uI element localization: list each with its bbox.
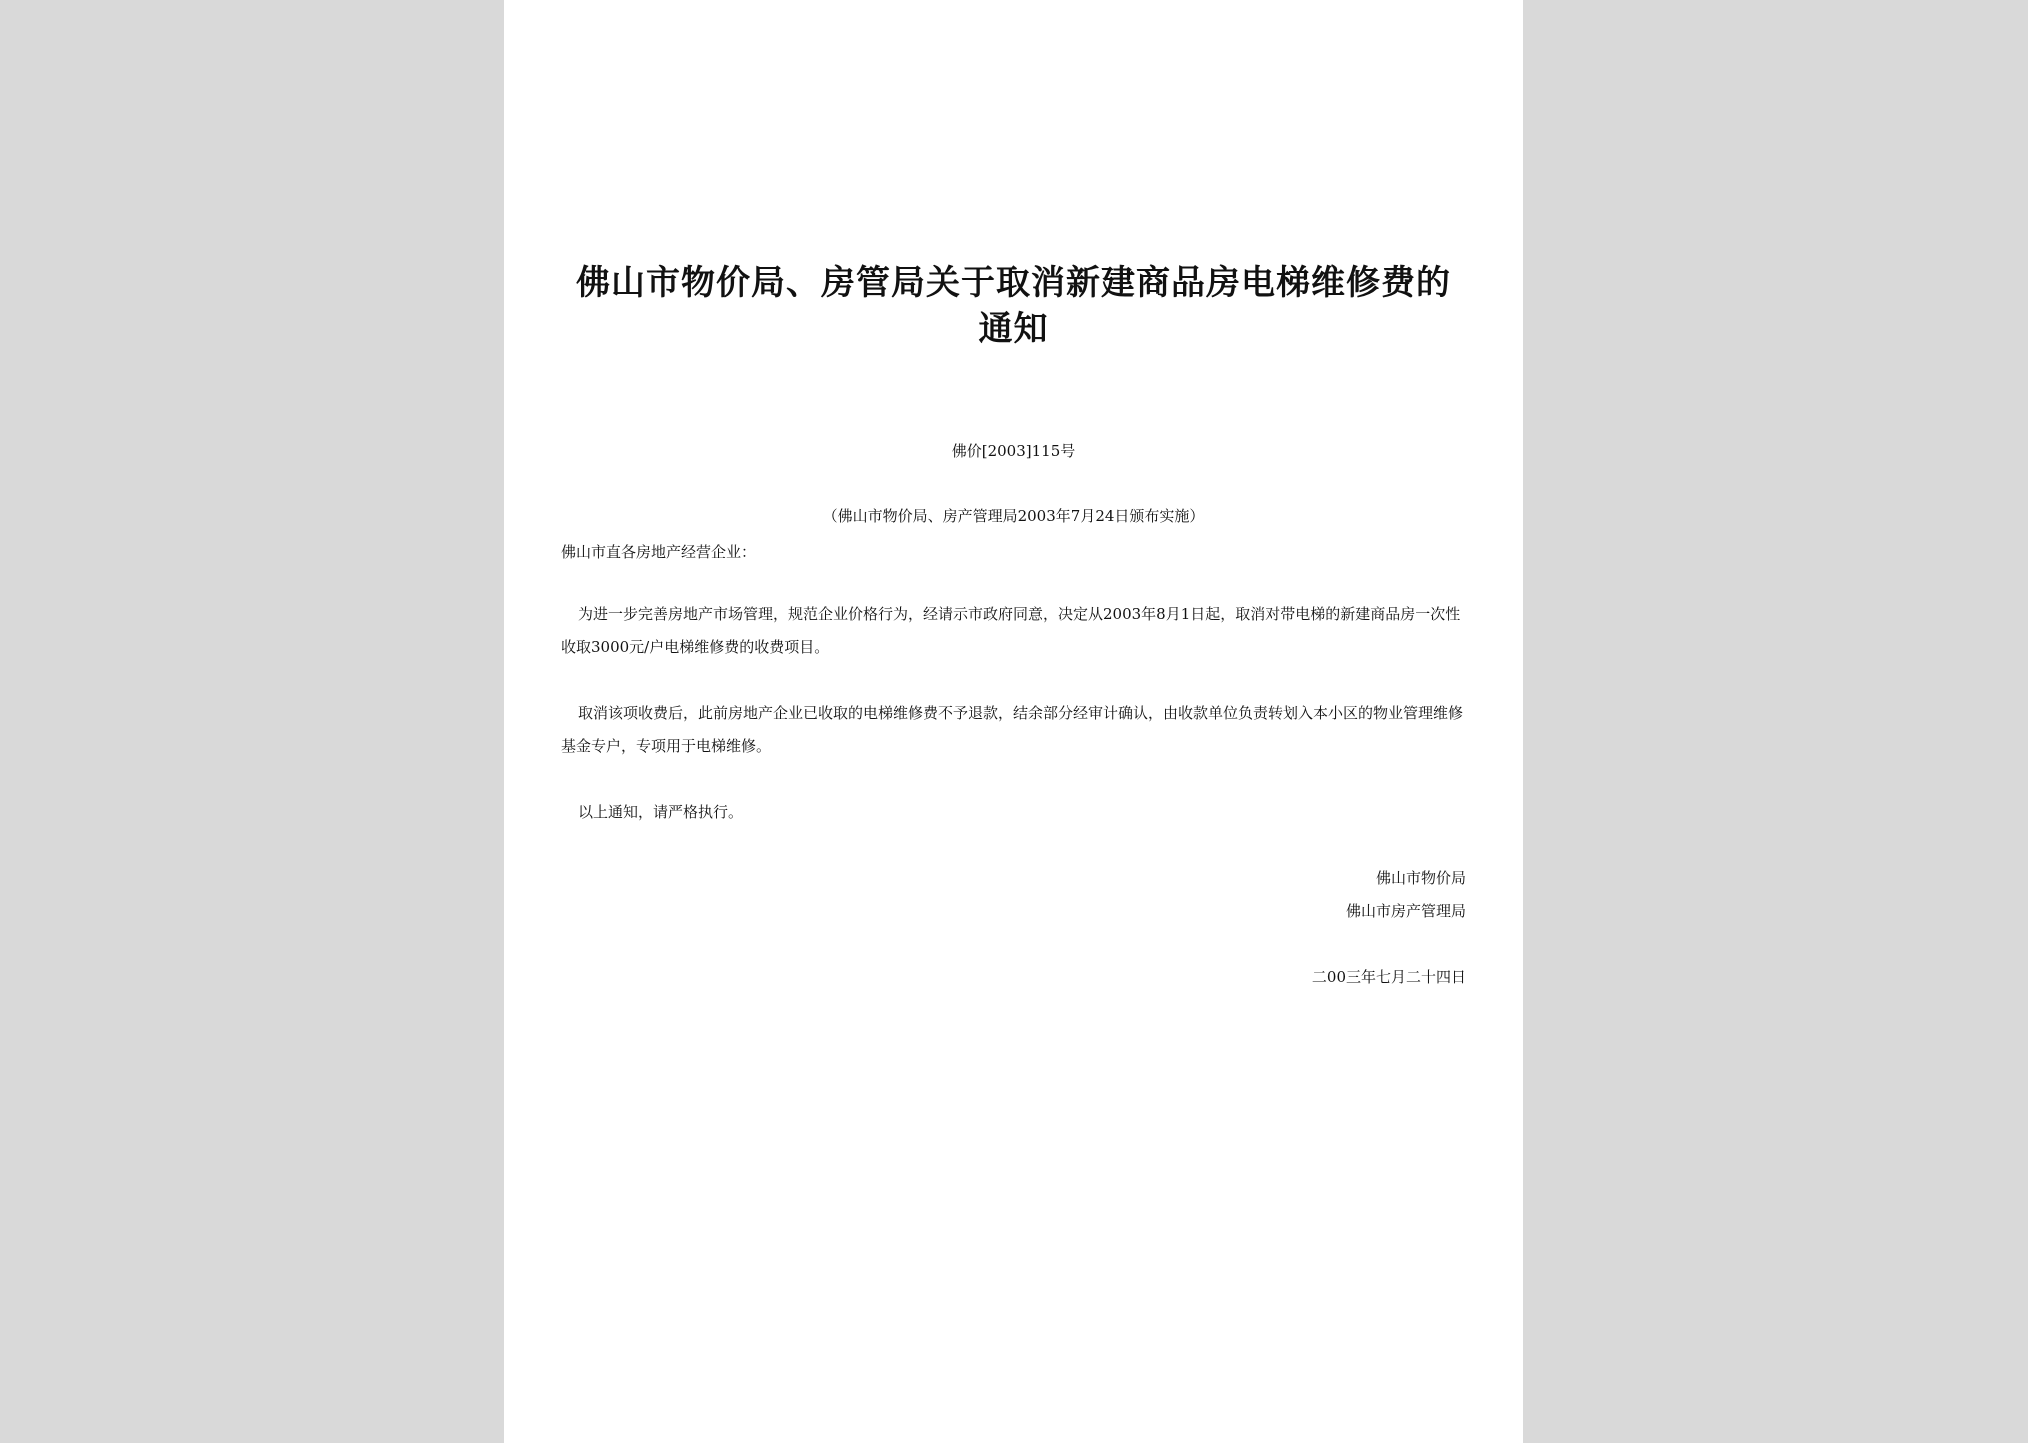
signature-date: 二00三年七月二十四日 bbox=[1311, 968, 1466, 986]
addressee: 佛山市直各房地产经营企业： bbox=[561, 543, 757, 561]
paragraph-1: 为进一步完善房地产市场管理，规范企业价格行为，经请示市政府同意，决定从2003年8月1日起，取消对带电梯的新建商品房一次性收取3000元/户电梯维修费的收费项目。 bbox=[561, 605, 1461, 656]
paragraph-2: 取消该项收费后，此前房地产企业已收取的电梯维修费不予退款，结余部分经审计确认，由收款单位负责转划入本小区的物业管理维修基金专户，专项用于电梯维修。 bbox=[561, 704, 1464, 755]
signatory-price-bureau: 佛山市物价局 bbox=[1375, 869, 1466, 887]
document-page bbox=[504, 0, 1523, 1443]
signatory-housing-bureau: 佛山市房产管理局 bbox=[1345, 902, 1466, 920]
paragraph-3: 以上通知，请严格执行。 bbox=[578, 803, 744, 821]
issued-note: （佛山市物价局、房产管理局2003年7月24日颁布实施） bbox=[822, 507, 1205, 525]
document-title: 佛山市物价局、房管局关于取消新建商品房电梯维修费的通知 bbox=[576, 263, 1451, 349]
document-number: 佛价[2003]115号 bbox=[951, 442, 1076, 460]
